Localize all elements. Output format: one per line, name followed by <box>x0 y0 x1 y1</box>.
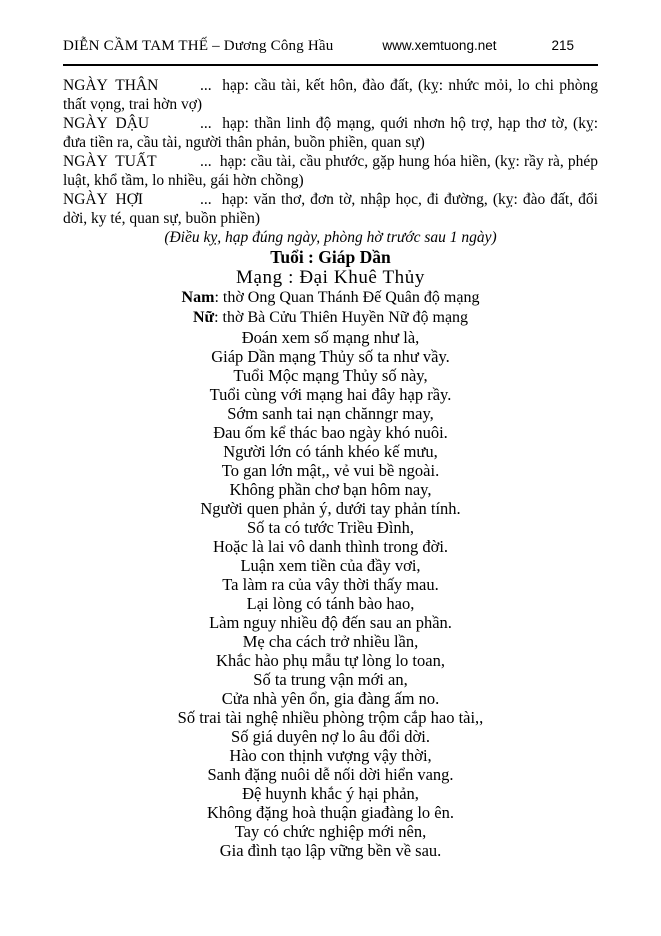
worship-nu <box>63 308 598 328</box>
nu-label: Nữ <box>192 309 215 326</box>
nam-label: Nam <box>181 289 215 306</box>
verse-line: Không đặng hoà thuận giađàng lo ên. <box>207 803 454 822</box>
verse-line: Giáp Dần mạng Thủy số ta như vầy. <box>211 347 450 366</box>
verse-line: Sớm sanh tai nạn chănngr may, <box>227 404 434 423</box>
page-content <box>63 66 598 860</box>
verse-line: Khắc hào phụ mẫu tự lòng lo toan, <box>216 651 445 670</box>
day-entry-hoi <box>63 190 598 228</box>
verse-line: Đau ốm kể thác bao ngày khó nuôi. <box>213 423 448 442</box>
verse-line: Mẹ cha cách trở nhiều lần, <box>242 632 419 651</box>
website-url: www.xemtuong.net <box>382 38 497 53</box>
header-right <box>382 38 598 53</box>
verse-line: Đệ huynh khắc ý hại phản, <box>242 784 419 803</box>
day-entry-than <box>63 76 598 114</box>
verse-line: Cửa nhà yên ổn, gia đàng ấm no. <box>221 689 440 708</box>
worship-nam <box>63 288 598 308</box>
verse-line: Tuổi cùng với mạng hai đây hạp rầy. <box>209 385 452 404</box>
verse-line: Hào con thịnh vượng vậy thời, <box>229 746 432 765</box>
nam-text: : thờ Ong Quan Thánh Đế Quân độ mạng <box>214 289 480 306</box>
verse-line: Số ta có tước Triều Đình, <box>246 518 415 537</box>
day-text: ... hạp: cầu tài, cầu phước, gặp hung hóa hiền, (kỵ: rầy rà, phép luật, khổ tầm, lo nhiều, gái hờn chồng) <box>63 153 598 189</box>
verse-line: Sanh đặng nuôi dễ nối dời hiển vang. <box>207 765 454 784</box>
verse-line: Số ta trung vận mới an, <box>253 670 408 689</box>
day-label: NGÀY DẬU <box>63 115 150 132</box>
page-number: 215 <box>551 38 574 53</box>
verse-line: Gia đình tạo lập vững bền về sau. <box>219 841 442 860</box>
verse-line: Số trai tài nghệ nhiều phòng trộm cắp hao tài,, <box>177 708 484 727</box>
verse-line: Không phần chơ bạn hôm nay, <box>229 480 432 499</box>
day-entry-tuat <box>63 152 598 190</box>
day-label: NGÀY TUẤT <box>63 153 157 170</box>
age-title: Tuổi : Giáp Dần <box>270 247 391 267</box>
day-entry-dau <box>63 114 598 152</box>
verse-line: Người quen phản ý, dưới tay phản tính. <box>200 499 461 518</box>
verse-line: Tuổi Mộc mạng Thủy số này, <box>233 366 428 385</box>
verse-line: Người lớn có tánh khéo kế mưu, <box>223 442 438 461</box>
page-header <box>63 0 598 66</box>
verse-line: Tay có chức nghiệp mới nên, <box>234 822 427 841</box>
day-text: ... hạp: thần linh độ mạng, quới nhơn hộ trợ, hạp thơ tờ, (kỵ: đưa tiền ra, cầu tài, người thân phản, buồn phiền, quan sự) <box>63 115 598 151</box>
verse-line: Hoặc là lai vô danh thình trong đời. <box>212 537 449 556</box>
verse-line: Số giá duyên nợ lo âu đổi dời. <box>231 727 430 746</box>
verse-line: Lại lòng có tánh bào hao, <box>246 594 415 613</box>
day-label: NGÀY THÂN <box>63 77 159 94</box>
verse-line: Đoán xem số mạng như là, <box>241 328 420 347</box>
fate-line: Mạng : Đại Khuê Thủy <box>236 267 425 288</box>
day-label: NGÀY HỢI <box>63 191 144 208</box>
day-text: ... hạp: cầu tài, kết hôn, đào đất, (kỵ: nhức mỏi, lo chi phòng thất vọng, trai hờn vợ) <box>63 77 598 113</box>
verse-line: Ta làm ra của vây thời thấy mau. <box>222 575 439 594</box>
nu-text: : thờ Bà Cửu Thiên Huyền Nữ độ mạng <box>214 309 469 326</box>
verse-line: Luận xem tiền của đầy vơi, <box>240 556 421 575</box>
advice-note: (Điều kỵ, hạp đúng ngày, phòng hờ trước sau 1 ngày) <box>164 229 497 246</box>
verse-line: To gan lớn mật,, vẻ vui bề ngoài. <box>221 461 440 480</box>
verse-line: Làm nguy nhiều độ đến sau an phần. <box>209 613 452 632</box>
book-title: DIỄN CẦM TAM THẾ – Dương Công Hầu <box>63 38 334 54</box>
day-text: ... hạp: văn thơ, đơn tờ, nhập học, đi đường, (kỵ: đào đất, đổi dời, ky té, quan sự, buồn phiền) <box>63 191 598 227</box>
